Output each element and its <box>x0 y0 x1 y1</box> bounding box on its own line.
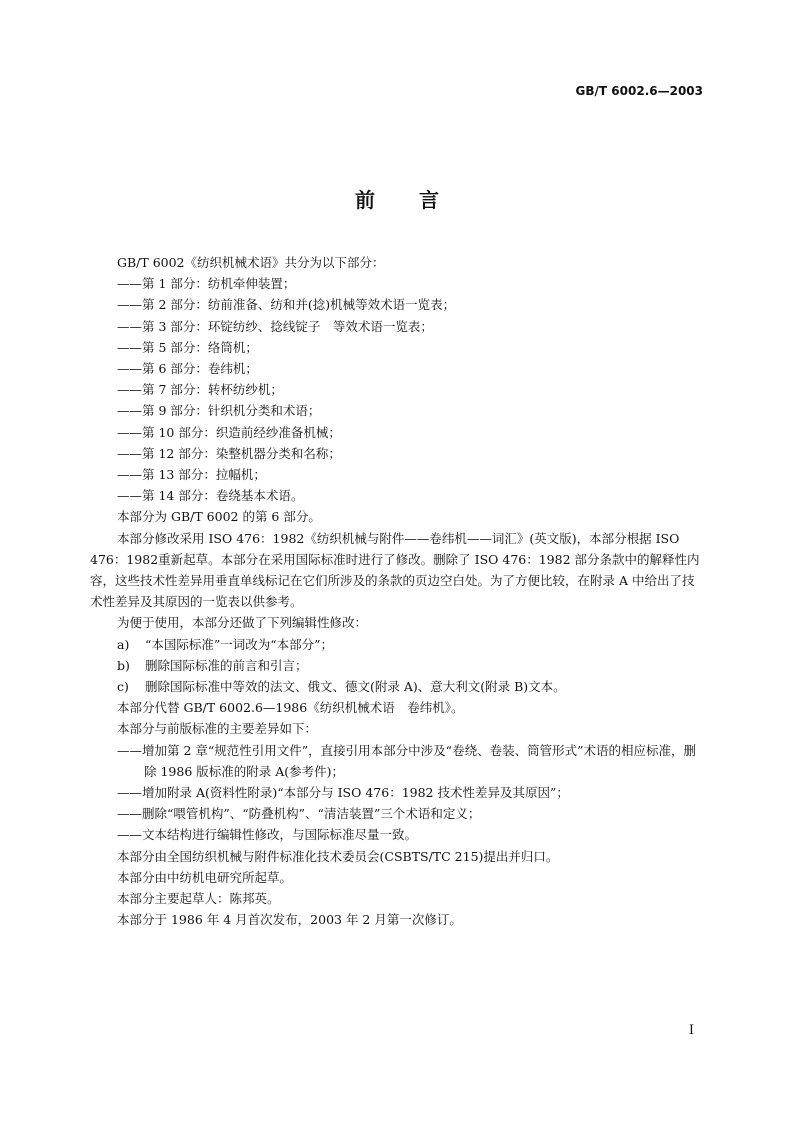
list-item: ——第 14 部分：卷绕基本术语。 <box>117 488 304 504</box>
list-item: ——第 13 部分：拉幅机； <box>117 467 266 483</box>
intro-paragraph: GB/T 6002《纺织机械术语》共分为以下部分： <box>117 255 385 270</box>
foreword-body <box>90 252 706 931</box>
list-text: 删除国际标准中等效的法文、俄文、德文(附录 A)、意大利文(附录 B)文本。 <box>145 679 566 695</box>
list-item: ——第 2 部分：纺前准备、纺和并(捻)机械等效术语一览表； <box>117 297 456 313</box>
list-item <box>90 655 706 676</box>
parts-list <box>90 273 706 506</box>
title-char-2: 言 <box>419 188 439 212</box>
list-text: “本国际标准”一词改为“本部分”； <box>145 636 334 652</box>
list-item: ——第 12 部分：染整机器分类和名称； <box>117 445 341 461</box>
list-item: ——增加第 2 章“规范性引用文件”，直接引用本部分中涉及“卷绕、卷装、筒管形式”术语的相应标准，删除 1986 版标准的附录 A(参考件)； <box>117 742 696 779</box>
list-text: 删除国际标准的前言和引言； <box>145 657 308 673</box>
list-item: ——删除“喂管机构”、“防叠机构”、“清洁装置”三个术语和定义； <box>117 806 481 822</box>
list-item <box>90 676 706 697</box>
differences-list <box>90 740 706 846</box>
title-char-1: 前 <box>355 188 375 212</box>
editorial-list <box>90 634 706 698</box>
drafted-by-paragraph: 本部分由中纺机电研究所起草。 <box>117 869 293 885</box>
adoption-paragraph: 本部分修改采用 ISO 476：1982《纺织机械与附件——卷纬机——词汇》(英文版)，本部分根据 ISO 476：1982重新起草。本部分在采用国际标准时进行了修改。删除了 ISO 476：1982 部分条款中的解释性内容，这些技术性差异用垂直单线标记在它们所涉及的条款的页边空白处。为了方便比较，在附录 A 中给出了技术性差异及其原因的一览表以供参考。 <box>90 530 700 610</box>
replacement-paragraph: 本部分代替 GB/T 6002.6—1986《纺织机械术语 卷纬机》。 <box>117 700 464 716</box>
drafter-paragraph: 本部分主要起草人：陈邦英。 <box>117 891 280 907</box>
differences-intro: 本部分与前版标准的主要差异如下： <box>117 721 318 737</box>
editorial-intro: 为便于使用，本部分还做了下列编辑性修改： <box>117 615 368 631</box>
list-item <box>90 634 706 655</box>
list-marker: a) <box>117 636 130 652</box>
part-statement: 本部分为 GB/T 6002 的第 6 部分。 <box>117 509 321 525</box>
list-item: ——第 5 部分：络筒机； <box>117 339 258 355</box>
list-item: ——第 9 部分：针织机分类和术语； <box>117 403 321 419</box>
page-number: I <box>688 1023 694 1038</box>
list-item: ——增加附录 A(资料性附录)“本部分与 ISO 476：1982 技术性差异及其原因”； <box>117 785 569 801</box>
list-item: ——第 1 部分：纺机牵伸装置； <box>117 276 296 292</box>
proposed-by-paragraph: 本部分由全国纺织机械与附件标准化技术委员会(CSBTS/TC 215)提出并归口。 <box>117 848 559 864</box>
list-item: ——文本结构进行编辑性修改，与国际标准尽量一致。 <box>117 827 418 843</box>
list-item: ——第 6 部分：卷纬机； <box>117 361 258 377</box>
page-title <box>0 184 794 213</box>
list-item: ——第 10 部分：织造前经纱准备机械； <box>117 424 341 440</box>
history-paragraph: 本部分于 1986 年 4 月首次发布，2003 年 2 月第一次修订。 <box>117 912 462 928</box>
list-marker: b) <box>117 657 130 673</box>
list-item: ——第 3 部分：环锭纺纱、捻线锭子 等效术语一览表； <box>117 318 433 334</box>
list-marker: c) <box>117 679 129 695</box>
standard-code: GB/T 6002.6—2003 <box>575 84 703 98</box>
list-item: ——第 7 部分：转杯纺纱机； <box>117 382 283 398</box>
